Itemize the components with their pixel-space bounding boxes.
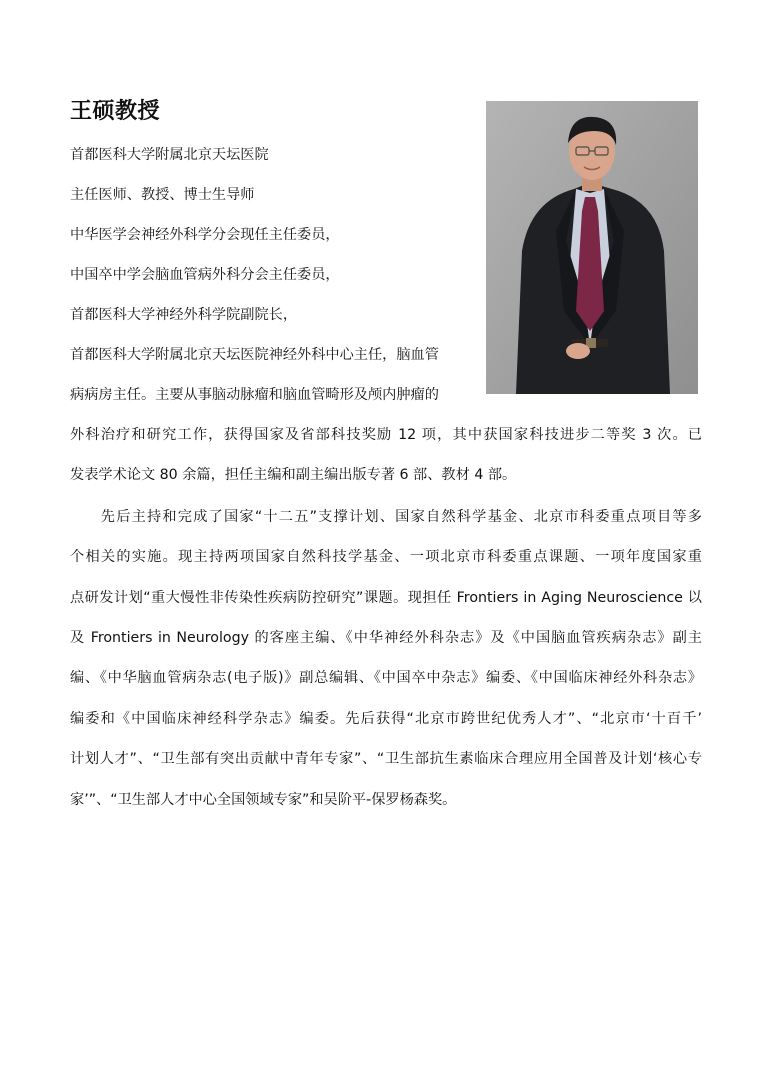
bio-line: 主任医师、教授、博士生导师 <box>70 187 255 203</box>
bio-line: 中华医学会神经外科学分会现任主任委员， <box>70 227 340 243</box>
bio-line: 首都医科大学附属北京天坛医院 <box>70 147 269 163</box>
research-line: 点研发计划“重大慢性非传染性疾病防控研究”课题。现担任 Frontiers in Aging Neuroscience 以 <box>70 590 702 606</box>
page-title: 王硕教授 <box>70 99 161 124</box>
research-line: 先后主持和完成了国家“十二五”支撑计划、国家自然科学基金、北京市科委重点项目等多 <box>70 509 702 525</box>
bio-line: 首都医科大学附属北京天坛医院神经外科中心主任，脑血管 <box>70 347 439 363</box>
research-line: 编、《中华脑血管病杂志(电子版)》副总编辑、《中国卒中杂志》编委、《中国临床神经外科杂志》 <box>70 670 702 686</box>
research-line: 及 Frontiers in Neurology 的客座主编、《中华神经外科杂志》及《中国脑血管疾病杂志》副主 <box>70 630 702 646</box>
portrait-photo <box>486 101 698 394</box>
bio-line: 病病房主任。主要从事脑动脉瘤和脑血管畸形及颅内肿瘤的 <box>70 387 439 403</box>
research-line: 编委和《中国临床神经科学杂志》编委。先后获得“北京市跨世纪优秀人才”、“北京市‘十百千’ <box>70 711 702 727</box>
bio-line: 中国卒中学会脑血管病外科分会主任委员， <box>70 267 340 283</box>
bio-line: 外科治疗和研究工作，获得国家及省部科技奖励 12 项，其中获国家科技进步二等奖 3 次。已 <box>70 427 702 443</box>
research-line: 家’”、“卫生部人才中心全国领域专家”和吴阶平-保罗杨森奖。 <box>70 792 457 808</box>
research-line: 个相关的实施。现主持两项国家自然科技学基金、一项北京市科委重点课题、一项年度国家重 <box>70 549 702 565</box>
research-line: 计划人才”、“卫生部有突出贡献中青年专家”、“卫生部抗生素临床合理应用全国普及计划‘核心专 <box>70 751 702 767</box>
bio-line: 发表学术论文 80 余篇，担任主编和副主编出版专著 6 部、教材 4 部。 <box>70 467 517 483</box>
bio-line: 首都医科大学神经外科学院副院长， <box>70 307 298 323</box>
